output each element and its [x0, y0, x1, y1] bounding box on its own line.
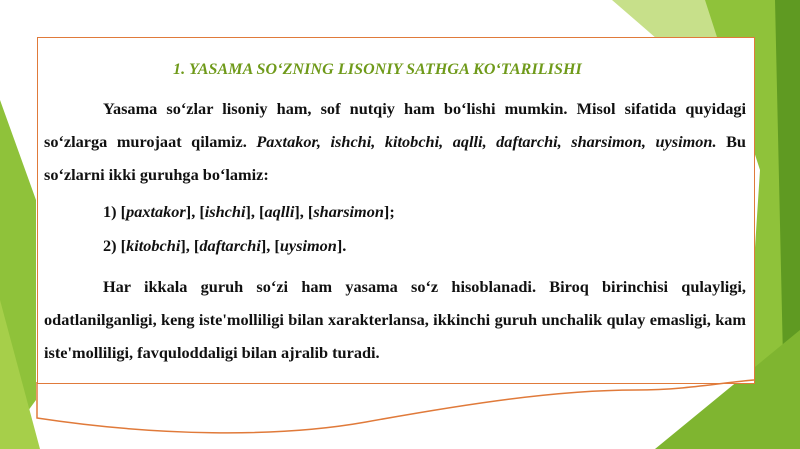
paragraph-1 [44, 92, 746, 191]
paragraph-1-text-a: Yasama so‘zlar lisoniy ham, sof nutqiy ham bo‘lishi mumkin. Misol sifatida quyidagi so‘zlarga murojaat qilamiz. [44, 99, 746, 151]
list-word: sharsimon [313, 202, 384, 221]
list-word: aqlli [264, 202, 295, 221]
list-end: ; [389, 202, 395, 221]
paragraph-1-examples: Paxtakor, ishchi, kitobchi, aqlli, daftarchi, sharsimon, uysimon. [256, 132, 717, 151]
card-wave-border [36, 378, 756, 438]
list-word: paxtakor [126, 202, 186, 221]
list-word: daftarchi [199, 236, 261, 255]
paragraph-1-text-b: Bu so‘zlarni ikki guruhga bo‘lamiz: [44, 132, 746, 184]
list-item-2: 2) [kitobchi], [daftarchi], [uysimon]. [103, 236, 347, 255]
list-word: kitobchi [126, 236, 181, 255]
list-word: uysimon [279, 236, 337, 255]
list-number: 2) [103, 236, 117, 255]
list-end: . [342, 236, 347, 255]
list-item-1: 1) [paxtakor], [ishchi], [aqlli], [sharsimon]; [103, 202, 395, 221]
list-number: 1) [103, 202, 117, 221]
paragraph-2: Har ikkala guruh so‘zi ham yasama so‘z hisoblanadi. Biroq birinchisi qulayligi, odatlanilganligi, keng iste'molliligi bilan xarakterlansa, ikkinchi guruh unchalik qulay emasligi, kam iste'molliligi, favquloddaligi bilan ajralib turadi. [44, 277, 746, 362]
list-word: ishchi [204, 202, 246, 221]
slide-title: 1. YASAMA SO‘ZNING LISONIY SATHGA KO‘TARILISHI [173, 61, 582, 78]
